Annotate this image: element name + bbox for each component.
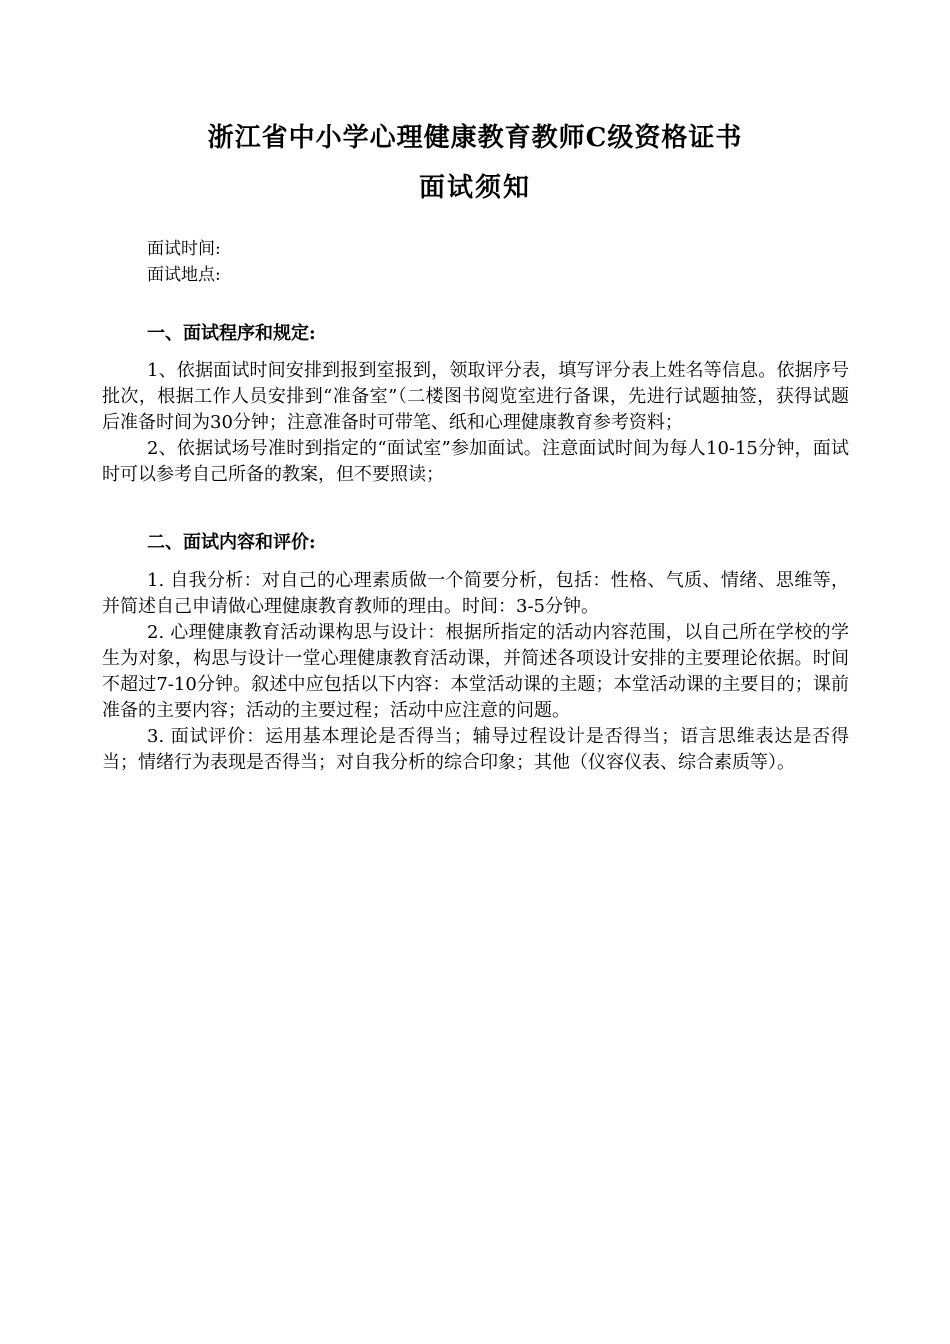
section-heading-procedure: 一、面试程序和规定: — [147, 323, 316, 344]
content-paragraph: 2. 心理健康教育活动课构思与设计：根据所指定的活动内容范围，以自己所在学校的学生为对象，构思与设计一堂心理健康教育活动课，并简述各项设计安排的主要理论依据。时间不超过7-10分钟。叙述中应包括以下内容：本堂活动课的主题；本堂活动课的主要目的；课前准备的主要内容；活动的主要过程；活动中应注意的问题。 — [102, 622, 849, 721]
document-subtitle: 面试须知 — [418, 173, 531, 203]
section-procedure — [102, 358, 849, 488]
content-paragraph: 3. 面试评价：运用基本理论是否得当；辅导过程设计是否得当；语言思维表达是否得当；情绪行为表现是否得当；对自我分析的综合印象；其他（仪容仪表、综合素质等）。 — [102, 726, 849, 773]
document-title: 浙江省中小学心理健康教育教师C级资格证书 — [207, 123, 743, 153]
interview-time-label: 面试时间: — [147, 239, 221, 259]
section-heading-content: 二、面试内容和评价: — [147, 532, 316, 553]
procedure-paragraph: 1、依据面试时间安排到报到室报到，领取评分表，填写评分表上姓名等信息。依据序号批次，根据工作人员安排到“准备室”（二楼图书阅览室进行备课，先进行试题抽签，获得试题后准备时间为30分钟；注意准备时可带笔、纸和心理健康教育参考资料； — [102, 360, 849, 433]
procedure-paragraph: 2、依据试场号准时到指定的“面试室”参加面试。注意面试时间为每人10-15分钟，面试时可以参考自己所备的教案，但不要照读； — [102, 438, 849, 485]
section-content — [102, 568, 849, 776]
interview-place-label: 面试地点: — [147, 265, 221, 285]
content-paragraph: 1. 自我分析：对自己的心理素质做一个简要分析，包括：性格、气质、情绪、思维等，并简述自己申请做心理健康教育教师的理由。时间：3-5分钟。 — [102, 570, 849, 617]
